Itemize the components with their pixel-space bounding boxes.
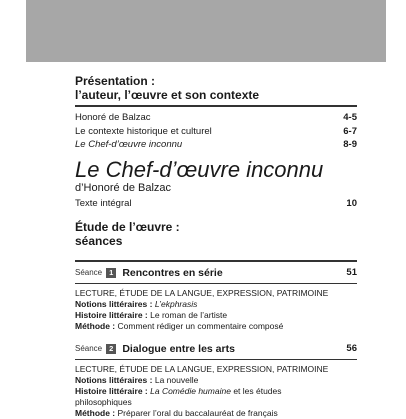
notions-value: L’ekphrasis <box>154 299 198 309</box>
notions-value: La nouvelle <box>154 375 199 385</box>
histoire-label: Histoire littéraire : <box>75 310 148 320</box>
study-heading-line1: Étude de l’œuvre : <box>75 220 180 234</box>
toc-entry-label: Honoré de Balzac <box>75 112 151 123</box>
toc-entry-label: Le Chef-d’œuvre inconnu <box>75 139 183 150</box>
seance-histoire-continued: philosophiques <box>75 397 132 407</box>
seance-notions <box>75 375 357 386</box>
seance-label: Séance <box>75 344 103 353</box>
toc-entry[interactable] <box>75 111 357 125</box>
divider <box>75 260 357 262</box>
study-section <box>75 220 357 419</box>
seance-methode <box>75 321 357 332</box>
seance-number-badge: 2 <box>106 344 116 354</box>
seance-header[interactable] <box>75 266 357 280</box>
toc-entry-label: Le contexte historique et culturel <box>75 125 212 137</box>
notions-label: Notions littéraires : <box>75 375 153 385</box>
divider <box>75 105 357 107</box>
seance-label: Séance <box>75 268 103 277</box>
toc-entry[interactable] <box>75 125 357 139</box>
toc-entry-page: 8-9 <box>343 139 357 150</box>
work-section <box>75 158 357 211</box>
toc-entry-page: 6-7 <box>343 125 357 137</box>
toc-entry-page: 4-5 <box>343 112 357 123</box>
histoire-label: Histoire littéraire : <box>75 386 148 396</box>
methode-value: Comment rédiger un commentaire composé <box>117 321 284 331</box>
table-of-contents <box>75 74 357 419</box>
seance-histoire <box>75 386 357 397</box>
toc-entry-label: Texte intégral <box>75 197 132 209</box>
header-banner <box>26 0 386 62</box>
work-title: Le Chef-d’œuvre inconnu <box>75 156 324 182</box>
seance-notions <box>75 299 357 310</box>
seance-title: Rencontres en série <box>122 267 223 279</box>
seance-topics: LECTURE, ÉTUDE DE LA LANGUE, EXPRESSION, PATRIMOINE <box>75 364 329 374</box>
study-heading-line2: séances <box>75 234 123 248</box>
seance-histoire <box>75 310 357 321</box>
seance-header[interactable] <box>75 342 357 356</box>
histoire-value-italic: La Comédie humaine <box>150 386 231 396</box>
seance-page: 51 <box>346 267 357 278</box>
seance-topics: LECTURE, ÉTUDE DE LA LANGUE, EXPRESSION, PATRIMOINE <box>75 288 329 298</box>
toc-entry[interactable] <box>75 138 357 152</box>
toc-entry-page: 10 <box>346 197 357 209</box>
histoire-value: Le roman de l’artiste <box>150 310 228 320</box>
seance-page: 56 <box>346 343 357 354</box>
methode-value: Préparer l’oral du baccalauréat de français <box>117 408 278 418</box>
divider <box>75 359 357 360</box>
notions-label: Notions littéraires : <box>75 299 153 309</box>
methode-label: Méthode : <box>75 408 116 418</box>
histoire-value-rest: et les études <box>233 386 282 396</box>
presentation-heading-line2: l’auteur, l’œuvre et son contexte <box>75 88 260 102</box>
divider <box>75 283 357 284</box>
toc-entry-full-text[interactable] <box>75 197 357 211</box>
seance-block <box>75 342 357 419</box>
seance-number-badge: 1 <box>106 268 116 278</box>
presentation-heading-line1: Présentation : <box>75 74 156 88</box>
work-byline: d’Honoré de Balzac <box>75 181 172 194</box>
methode-label: Méthode : <box>75 321 116 331</box>
seance-methode <box>75 408 357 419</box>
presentation-section <box>75 74 357 152</box>
seance-block <box>75 266 357 332</box>
seance-title: Dialogue entre les arts <box>122 343 235 355</box>
